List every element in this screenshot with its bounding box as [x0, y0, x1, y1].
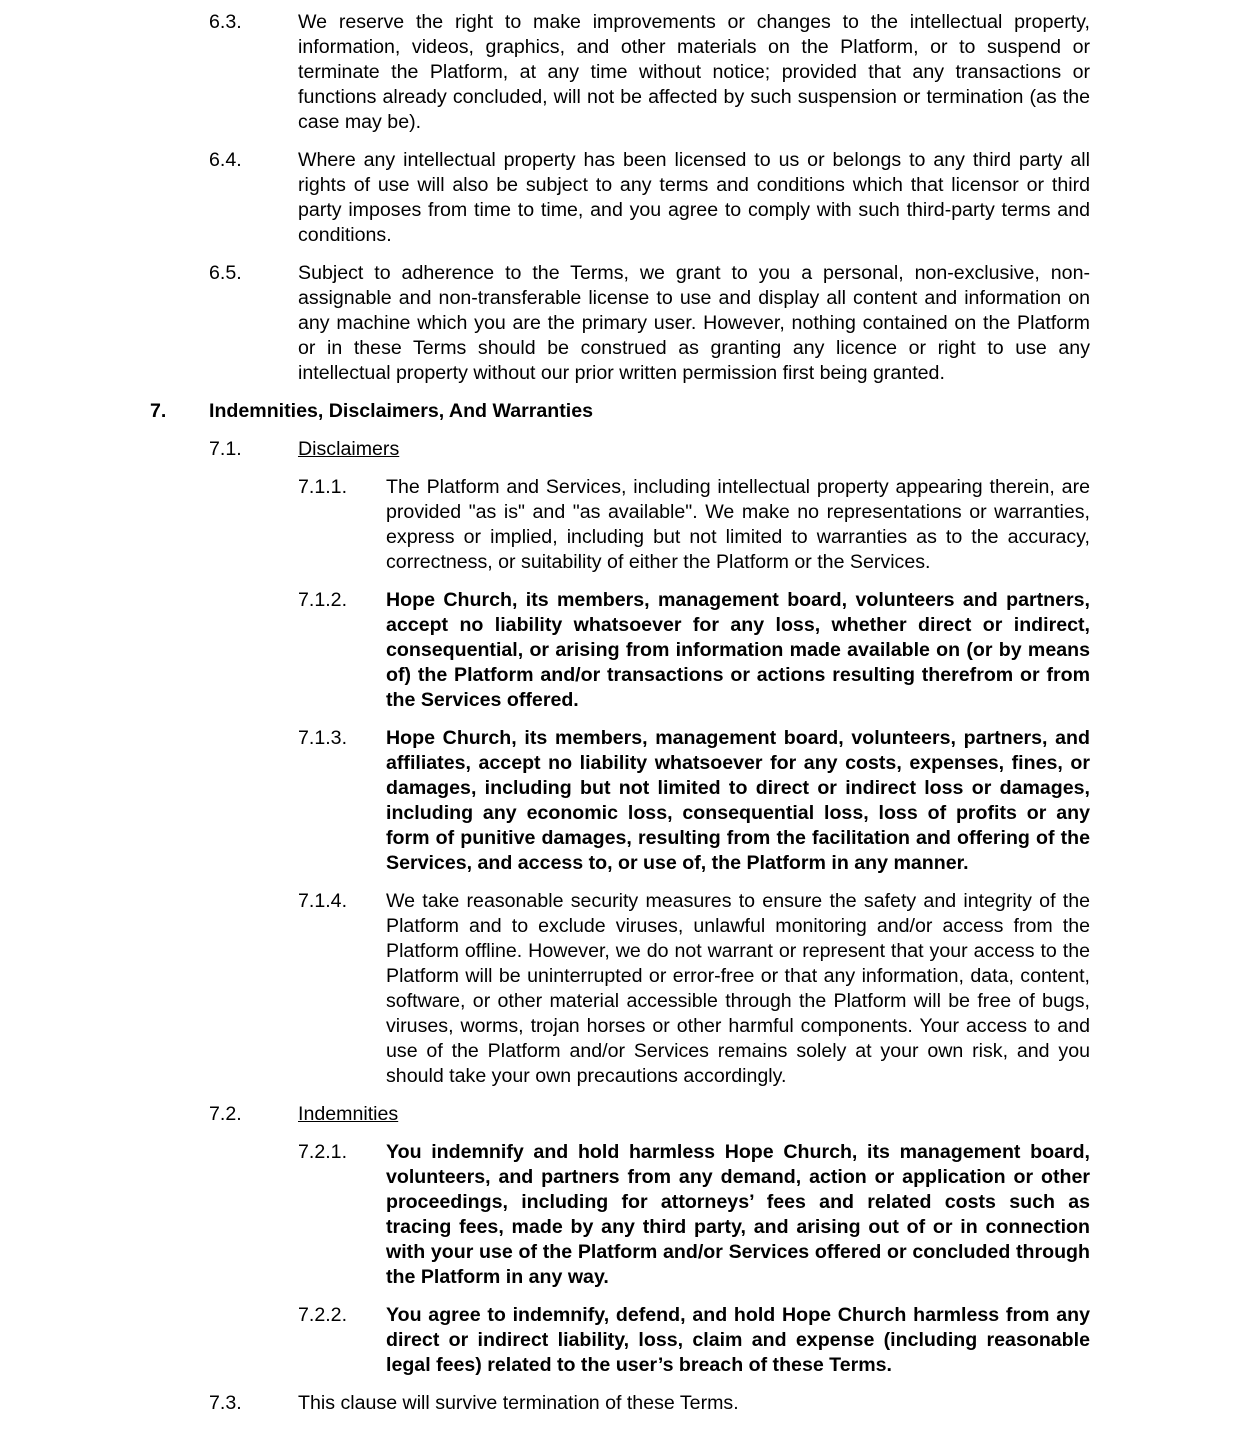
clause-number: 6.4. [209, 149, 242, 171]
clause-text: Hope Church, its members, management board, volunteers, partners, and affiliates, accept no liability whatsoever for any costs, expenses, fines, or damages, including but not limited to direct or indirect loss or damages, including any economic loss, consequential loss, loss of profits or any form of punitive damages, resulting from the facilitation and offering of the Services, and access to, or use of, the Platform in any manner. [386, 727, 1090, 874]
clause-number: 6.5. [209, 262, 242, 284]
document-page [0, 10, 1240, 1416]
subsection-7-1-heading [0, 437, 1240, 462]
clause-text: Subject to adherence to the Terms, we grant to you a personal, non-exclusive, non-assignable and non-transferable license to use and display all content and information on any machine which you are the primary user. However, nothing contained on the Platform or in these Terms should be construed as granting any licence or right to use any intellectual property without our prior written permission first being granted. [298, 262, 1090, 384]
section-number: 7. [150, 400, 167, 422]
clause-7-2-1 [0, 1140, 1240, 1290]
section-7-heading [0, 399, 1240, 424]
clause-number: 7.1.4. [298, 890, 348, 912]
clause-number: 6.3. [209, 11, 242, 33]
subsection-7-2-heading [0, 1102, 1240, 1127]
clause-7-1-3 [0, 726, 1240, 876]
clause-number: 7.2. [209, 1103, 242, 1125]
clause-number: 7.2.1. [298, 1141, 348, 1163]
clause-6-3 [0, 10, 1240, 135]
clause-7-1-4 [0, 889, 1240, 1089]
clause-text: This clause will survive termination of these Terms. [298, 1392, 739, 1414]
clause-7-2-2 [0, 1303, 1240, 1378]
clause-text: You agree to indemnify, defend, and hold Hope Church harmless from any direct or indirect liability, loss, claim and expense (including reasonable legal fees) related to the user’s breach of these Terms. [386, 1304, 1090, 1376]
clause-text: We take reasonable security measures to ensure the safety and integrity of the Platform and to exclude viruses, unlawful monitoring and/or access from the Platform offline. However, we do not warrant or represent that your access to the Platform will be uninterrupted or error-free or that any information, data, content, software, or other material accessible through the Platform will be free of bugs, viruses, worms, trojan horses or other harmful components. Your access to and use of the Platform and/or Services remains solely at your own risk, and you should take your own precautions accordingly. [386, 890, 1090, 1087]
clause-number: 7.1.3. [298, 727, 348, 749]
clause-number: 7.2.2. [298, 1304, 348, 1326]
clause-text: We reserve the right to make improvements or changes to the intellectual property, information, videos, graphics, and other materials on the Platform, or to suspend or terminate the Platform, at any time without notice; provided that any transactions or functions already concluded, will not be affected by such suspension or termination (as the case may be). [298, 11, 1090, 133]
clause-7-3 [0, 1391, 1240, 1416]
clause-number: 7.1.1. [298, 476, 348, 498]
subsection-title: Disclaimers [298, 438, 400, 460]
clause-number: 7.1. [209, 438, 242, 460]
clause-7-1-1 [0, 475, 1240, 575]
section-title: Indemnities, Disclaimers, And Warranties [209, 400, 594, 422]
clause-number: 7.3. [209, 1392, 242, 1414]
clause-6-5 [0, 261, 1240, 386]
clause-text: Hope Church, its members, management board, volunteers and partners, accept no liability whatsoever for any loss, whether direct or indirect, consequential, or arising from information made available on (or by means of) the Platform and/or transactions or actions resulting therefrom or from the Services offered. [386, 589, 1090, 711]
clause-text: The Platform and Services, including intellectual property appearing therein, are provided "as is" and "as available". We make no representations or warranties, express or implied, including but not limited to warranties as to the accuracy, correctness, or suitability of either the Platform or the Services. [386, 476, 1090, 573]
clause-6-4 [0, 148, 1240, 248]
subsection-title: Indemnities [298, 1103, 399, 1125]
clause-number: 7.1.2. [298, 589, 348, 611]
clause-text: Where any intellectual property has been licensed to us or belongs to any third party all rights of use will also be subject to any terms and conditions which that licensor or third party imposes from time to time, and you agree to comply with such third-party terms and conditions. [298, 149, 1090, 246]
clause-7-1-2 [0, 588, 1240, 713]
clause-text: You indemnify and hold harmless Hope Church, its management board, volunteers, and partners from any demand, action or application or other proceedings, including for attorneys’ fees and related costs such as tracing fees, made by any third party, and arising out of or in connection with your use of the Platform and/or Services offered or concluded through the Platform in any way. [386, 1141, 1090, 1288]
